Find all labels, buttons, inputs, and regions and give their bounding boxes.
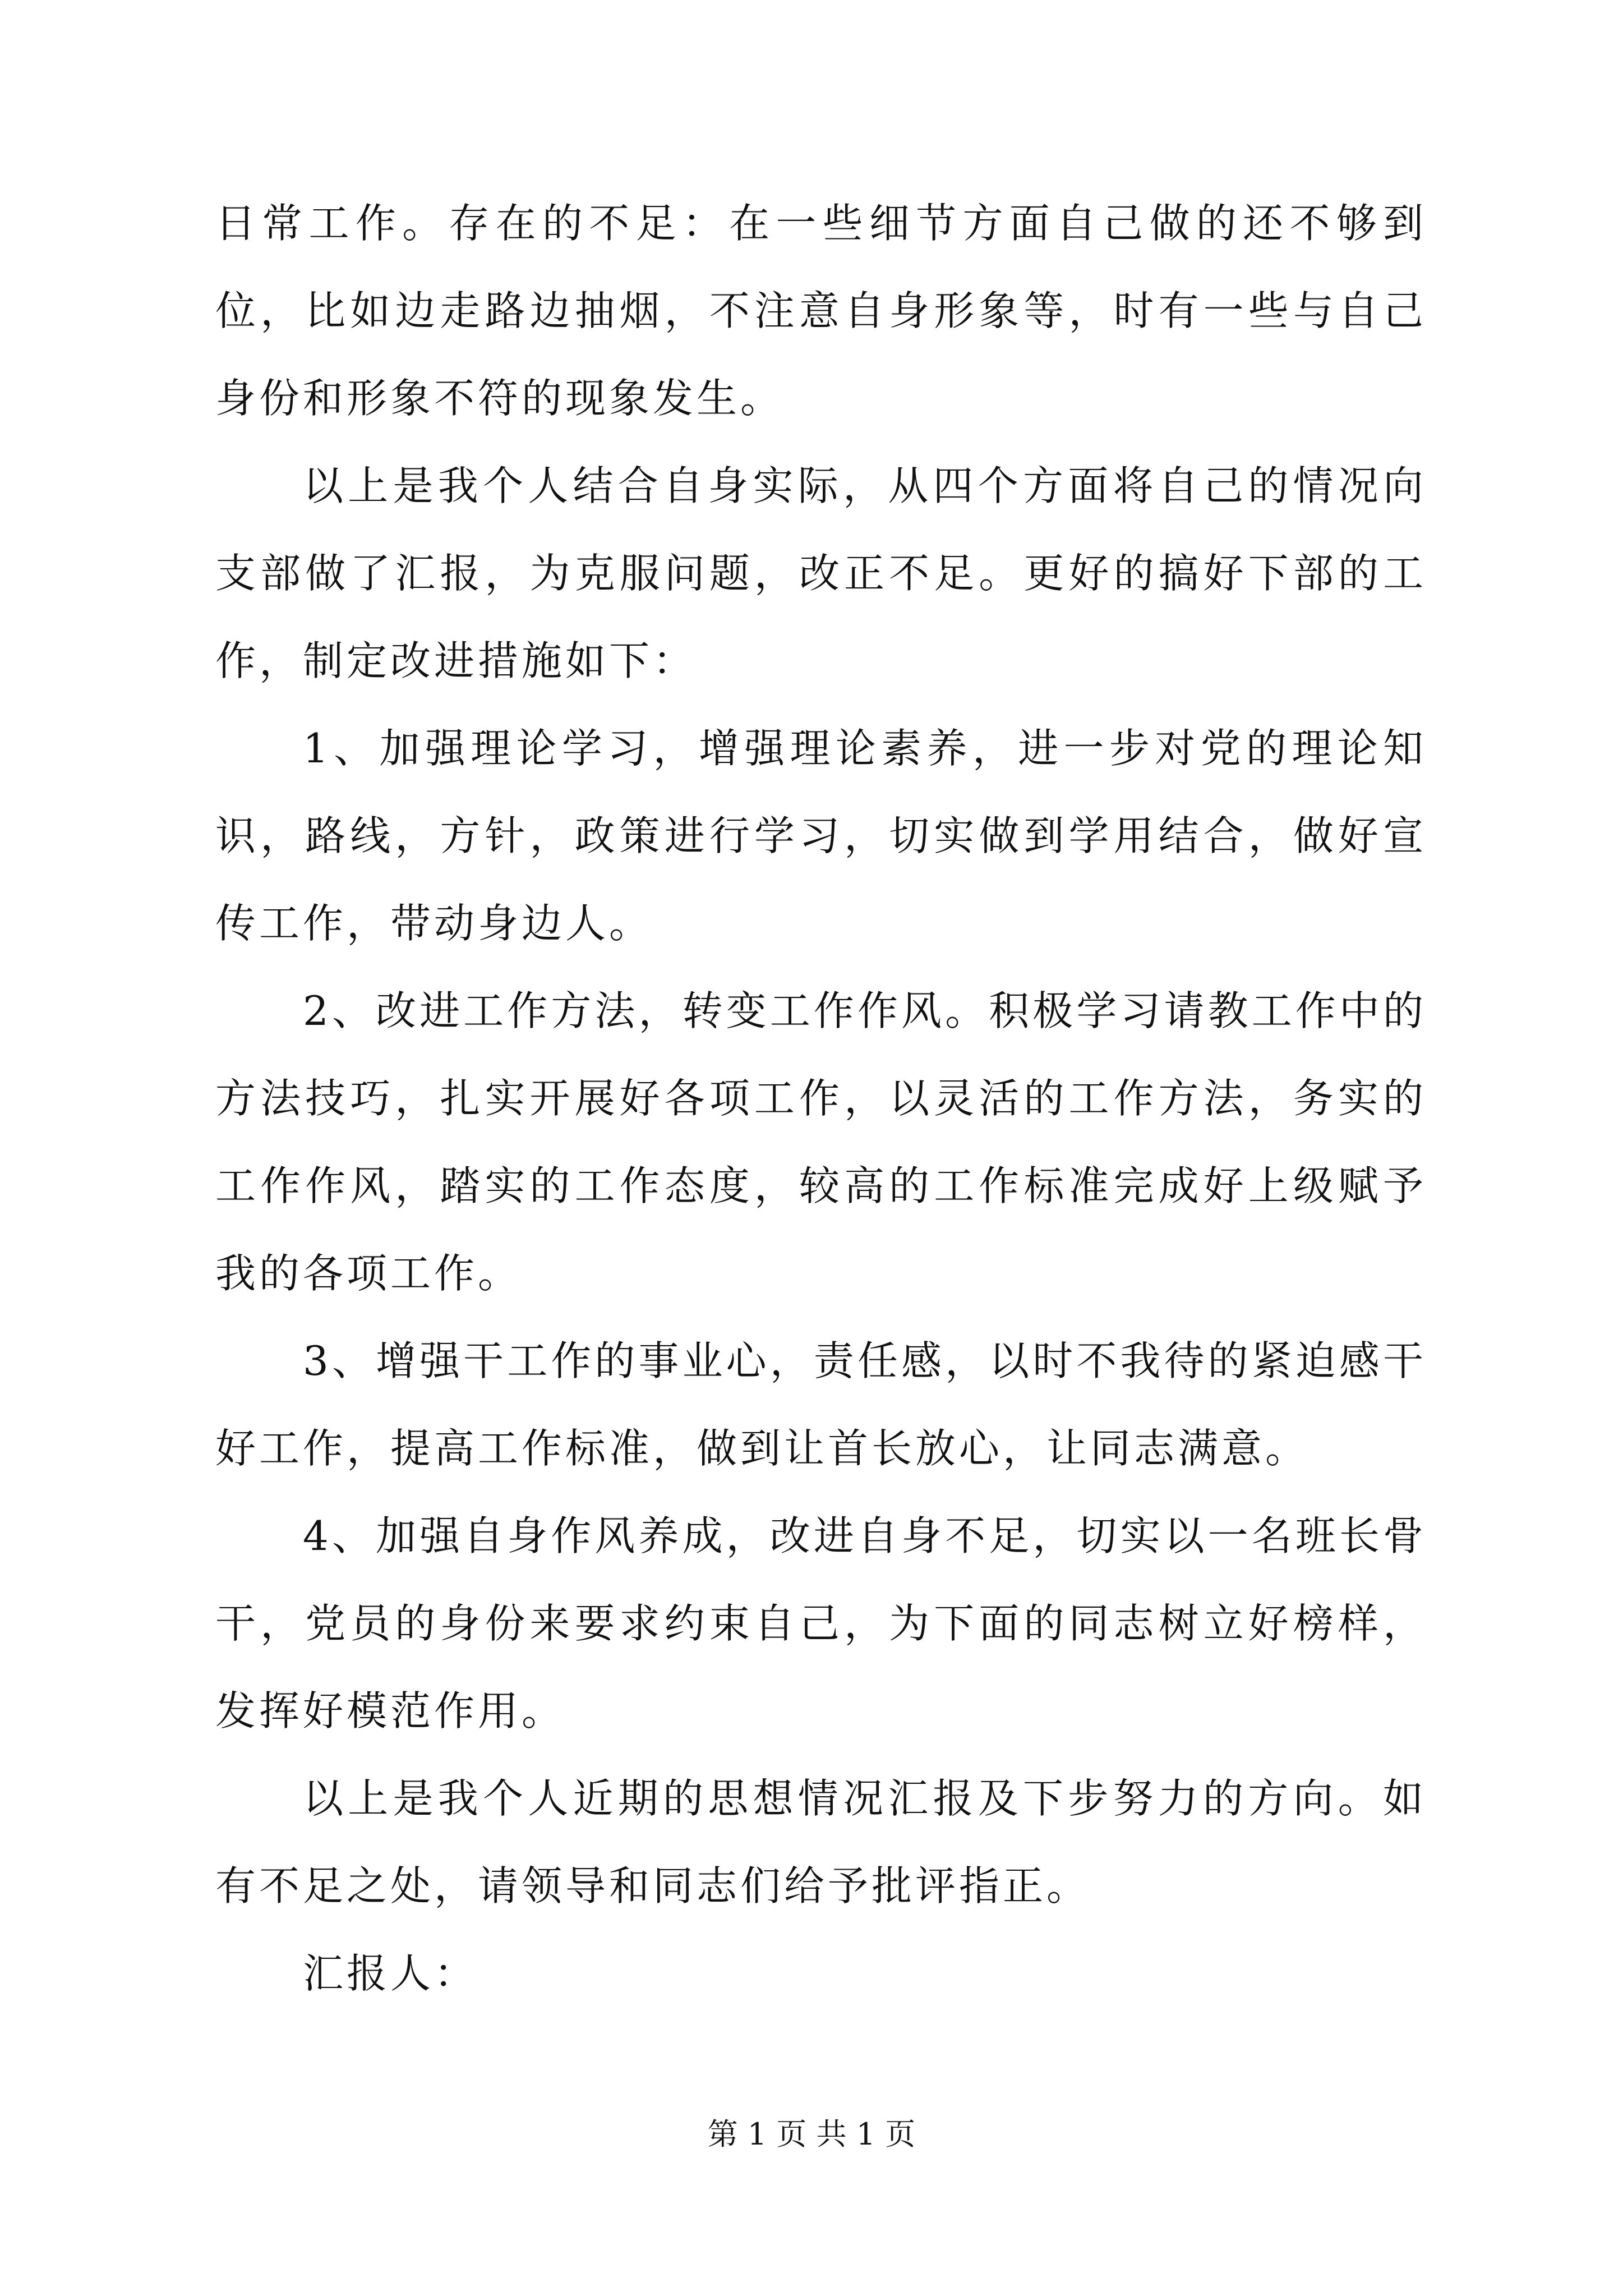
paragraph-measure-3: 3、增强干工作的事业心，责任感，以时不我待的紧迫感干好工作，提高工作标准，做到让首长放心，让同志满意。 xyxy=(215,1337,1427,1472)
document-body xyxy=(215,180,1427,2017)
paragraph-closing: 以上是我个人近期的思想情况汇报及下步努力的方向。如有不足之处，请领导和同志们给予批评指正。 xyxy=(215,1775,1427,1910)
paragraph-continuation: 日常工作。存在的不足：在一些细节方面自己做的还不够到位，比如边走路边抽烟，不注意自身形象等，时有一些与自己身份和形象不符的现象发生。 xyxy=(215,200,1427,422)
paragraph-summary: 以上是我个人结合自身实际，从四个方面将自己的情况向支部做了汇报，为克服问题，改正不足。更好的搞好下部的工作，制定改进措施如下： xyxy=(215,462,1427,684)
paragraph-measure-1: 1、加强理论学习，增强理论素养，进一步对党的理论知识，路线，方针，政策进行学习，切实做到学用结合，做好宣传工作，带动身边人。 xyxy=(215,725,1427,947)
paragraph-measure-4: 4、加强自身作风养成，改进自身不足，切实以一名班长骨干，党员的身份来要求约束自己，为下面的同志树立好榜样，发挥好模范作用。 xyxy=(215,1512,1427,1734)
reporter-signature-line: 汇报人： xyxy=(303,1950,478,1997)
paragraph-measure-2: 2、改进工作方法，转变工作作风。积极学习请教工作中的方法技巧，扎实开展好各项工作，以灵活的工作方法，务实的工作作风，踏实的工作态度，较高的工作标准完成好上级赋予我的各项工作。 xyxy=(215,987,1427,1297)
page-number-footer: 第 1 页 共 1 页 xyxy=(707,2116,916,2152)
